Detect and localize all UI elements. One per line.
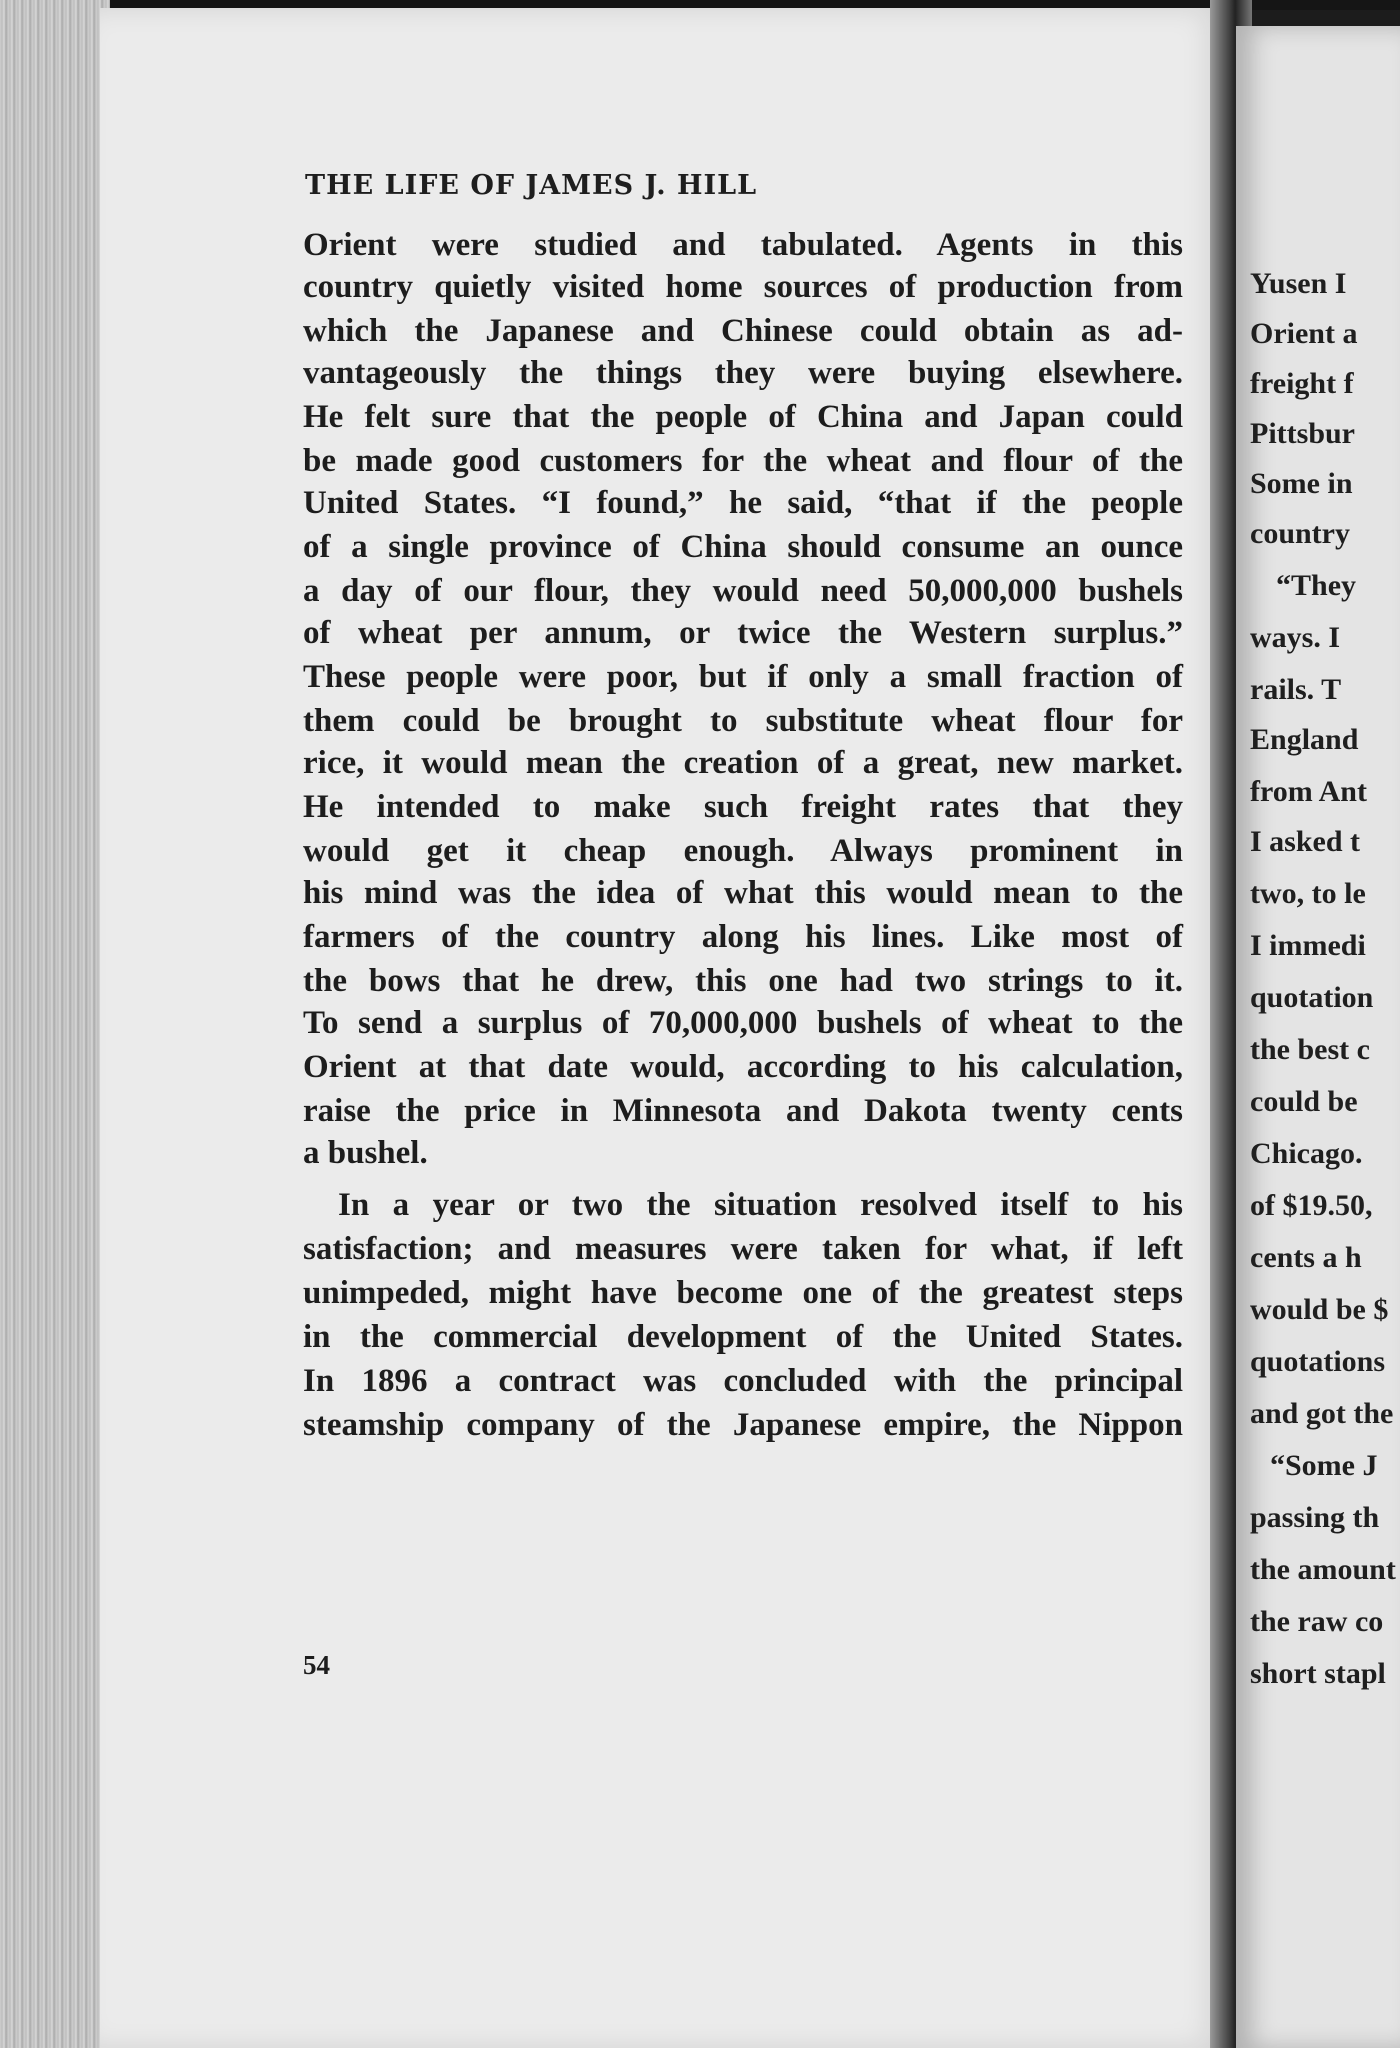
running-head: THE LIFE OF JAMES J. HILL xyxy=(305,170,758,201)
text-line: steamship company of the Japanese empire, the Nippon xyxy=(303,1407,1183,1443)
right-page-line: cents a h xyxy=(1250,1241,1362,1274)
text-line: them could be brought to substitute wheat flour for xyxy=(303,703,1183,739)
right-page-line: from Ant xyxy=(1250,775,1367,808)
right-page-line: Orient a xyxy=(1250,317,1358,350)
right-page-line: Yusen I xyxy=(1250,267,1347,300)
page-edges xyxy=(0,0,110,2048)
right-page-line: short stapl xyxy=(1250,1657,1386,1690)
text-line: a day of our flour, they would need 50,000,000 bushels xyxy=(303,573,1183,609)
text-line: These people were poor, but if only a small fraction of xyxy=(303,659,1183,695)
right-page-line: “Some J xyxy=(1270,1449,1378,1482)
text-line: To send a surplus of 70,000,000 bushels of wheat to the xyxy=(303,1005,1183,1041)
text-line: of a single province of China should consume an ounce xyxy=(303,529,1183,565)
text-line: would get it cheap enough. Always prominent in xyxy=(303,833,1183,869)
text-line: He intended to make such freight rates that they xyxy=(303,789,1183,825)
text-line: vantageously the things they were buying elsewhere. xyxy=(303,355,1183,391)
right-page-line: quotations xyxy=(1250,1345,1386,1378)
page-number: 54 xyxy=(303,1650,330,1680)
right-page-line: would be $ xyxy=(1250,1293,1389,1326)
right-page-line: I asked t xyxy=(1250,825,1361,858)
right-page-line: Pittsbur xyxy=(1250,417,1355,450)
text-line: raise the price in Minnesota and Dakota twenty cents xyxy=(303,1093,1183,1129)
text-line: of wheat per annum, or twice the Western surplus.” xyxy=(303,615,1183,651)
right-page-line: quotation xyxy=(1250,981,1374,1014)
text-line: which the Japanese and Chinese could obtain as ad- xyxy=(303,313,1183,349)
right-page-line: could be xyxy=(1250,1085,1358,1118)
right-page-line: Chicago. xyxy=(1250,1137,1363,1170)
text-line: his mind was the idea of what this would mean to the xyxy=(303,875,1183,911)
right-page-line: I immedi xyxy=(1250,929,1366,962)
right-page-line: ways. I xyxy=(1250,621,1341,654)
text-line: a bushel. xyxy=(303,1135,428,1171)
text-line: farmers of the country along his lines. Like most of xyxy=(303,919,1183,955)
right-page xyxy=(1236,26,1400,2048)
right-page-line: the raw co xyxy=(1250,1605,1384,1638)
text-line: satisfaction; and measures were taken for what, if left xyxy=(303,1231,1183,1267)
right-page-line: rails. T xyxy=(1250,673,1342,706)
text-line: In 1896 a contract was concluded with the principal xyxy=(303,1363,1183,1399)
text-line: United States. “I found,” he said, “that if the people xyxy=(303,485,1183,521)
right-page-line: of $19.50, xyxy=(1250,1189,1373,1222)
right-page-line: the best c xyxy=(1250,1033,1370,1066)
text-line: In a year or two the situation resolved itself to his xyxy=(338,1187,1183,1223)
right-page-line: England xyxy=(1250,723,1359,756)
text-line: Orient at that date would, according to his calculation, xyxy=(303,1049,1183,1085)
text-line: He felt sure that the people of China and Japan could xyxy=(303,399,1183,435)
text-line: the bows that he drew, this one had two strings to it. xyxy=(303,963,1183,999)
right-page-line: “They xyxy=(1276,569,1357,602)
right-page-line: passing th xyxy=(1250,1501,1380,1534)
right-page-line: the amount xyxy=(1250,1553,1396,1586)
text-line: unimpeded, might have become one of the greatest steps xyxy=(303,1275,1183,1311)
text-line: in the commercial development of the United States. xyxy=(303,1319,1183,1355)
text-line: country quietly visited home sources of production from xyxy=(303,269,1183,305)
right-page-line: and got the xyxy=(1250,1397,1394,1430)
right-page-line: Some in xyxy=(1250,467,1353,500)
text-line: be made good customers for the wheat and flour of the xyxy=(303,443,1183,479)
right-page-line: freight f xyxy=(1250,367,1354,400)
right-page-line: two, to le xyxy=(1250,877,1366,910)
right-page-line: country xyxy=(1250,517,1350,550)
text-line: Orient were studied and tabulated. Agents in this xyxy=(303,227,1183,263)
text-line: rice, it would mean the creation of a great, new market. xyxy=(303,745,1183,781)
